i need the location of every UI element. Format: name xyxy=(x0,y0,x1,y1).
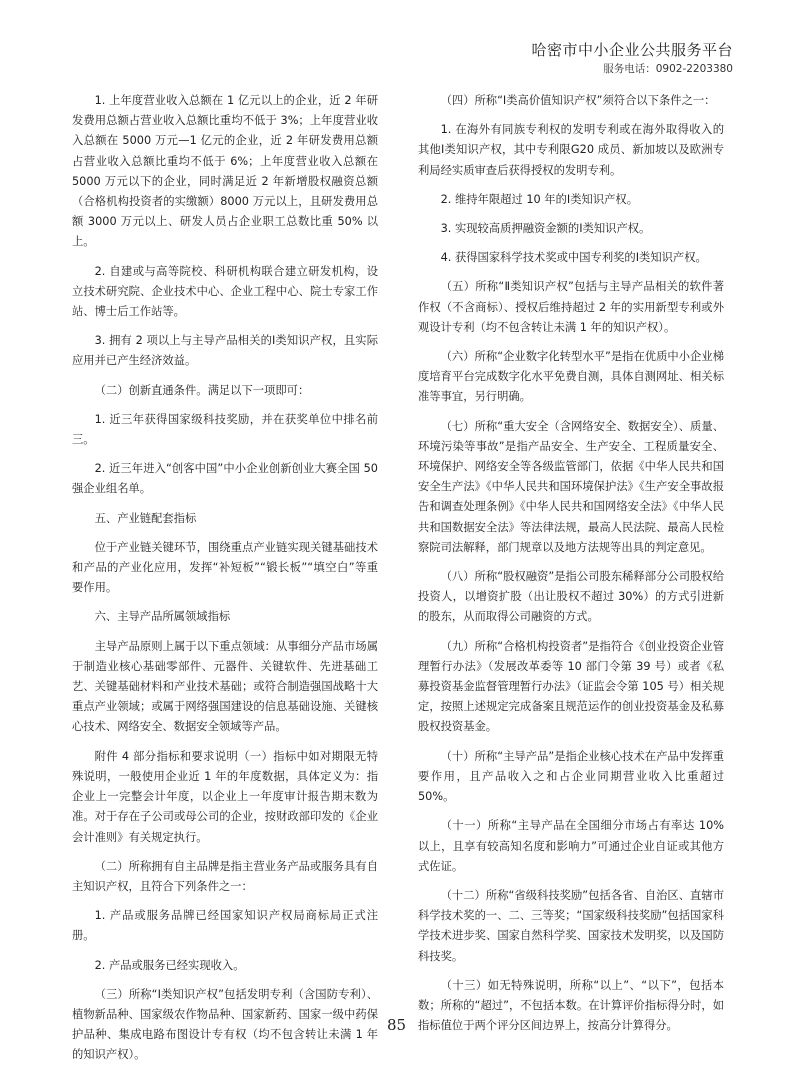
right-text-column xyxy=(418,91,724,1045)
service-phone: 服务电话：0902-2203380 xyxy=(603,63,733,75)
paragraph: 2. 维持年限超过 10 年的Ⅰ类知识产权。 xyxy=(440,192,639,206)
platform-title: 哈密市中小企业公共服务平台 xyxy=(531,41,733,59)
paragraph: （五）所称“Ⅱ类知识产权”包括与主导产品相关的软件著作权（不含商标）、授权后维持超过 2 年的实用新型专利或外观设计专利（均不包含转让未满 1 年的知识产权）。 xyxy=(418,280,724,334)
page-number: 85 xyxy=(386,1016,407,1034)
paragraph: 主导产品原则上属于以下重点领域：从事细分产品市场属于制造业核心基础零部件、元器件、关键软件、先进基础工艺、关键基础材料和产业技术基础；或符合制造强国战略十大重点产业领域；或属于网络强国建设的信息基础设施、关键核心技术、网络安全、数据安全领域等产品。 xyxy=(72,639,378,734)
page-header xyxy=(531,40,733,76)
paragraph: 1. 上年度营业收入总额在 1 亿元以上的企业，近 2 年研发费用总额占营业收入总额比重均不低于 3%；上年度营业收入总额在 5000 万元—1 亿元的企业，近 2 年研发费用总额占营业收入总额比重均不低于 6%；上年度营业收入总额在 5000 万元以下的企业，同时满足近 2 年新增股权融资总额（合格机构投资者的实缴额）8000 万元以上，且研发费用总额 3000 万元以上、研发人员占企业职工总数比重 50% 以上。 xyxy=(72,94,378,249)
paragraph: （三）所称“Ⅰ类知识产权”包括发明专利（含国防专利）、植物新品种、国家级农作物品种、国家新药、国家一级中药保护品种、集成电路布图设计专有权（均不包含转让未满 1 年的知识产权）。 xyxy=(72,987,378,1062)
section-heading: 五、产业链配套指标 xyxy=(94,511,197,525)
paragraph: 1. 近三年获得国家级科技奖励，并在获奖单位中排名前三。 xyxy=(72,412,378,447)
paragraph: 1. 产品或服务品牌已经国家知识产权局商标局正式注册。 xyxy=(72,909,378,943)
paragraph: 4. 获得国家科学技术奖或中国专利奖的Ⅰ类知识产权。 xyxy=(440,251,707,265)
paragraph: （十一）所称“主导产品在全国细分市场占有率达 10% 以上，且享有较高知名度和影响力”可通过企业自证或其他方式佐证。 xyxy=(418,819,724,873)
paragraph: 1. 在海外有同族专利权的发明专利或在海外取得收入的其他Ⅰ类知识产权，其中专利限G20 成员、新加坡以及欧洲专利局经实质审查后获得授权的发明专利。 xyxy=(418,123,724,177)
paragraph: （八）所称“股权融资”是指公司股东稀释部分公司股权给投资人，以增资扩股（出让股权不超过 30%）的方式引进新的股东，从而取得公司融资的方式。 xyxy=(418,570,724,624)
paragraph: 2. 自建或与高等院校、科研机构联合建立研发机构，设立技术研究院、企业技术中心、企业工程中心、院士专家工作站、博士后工作站等。 xyxy=(72,264,378,319)
section-heading: 六、主导产品所属领域指标 xyxy=(94,610,231,624)
paragraph: （十）所称“主导产品”是指企业核心技术在产品中发挥重要作用，且产品收入之和占企业同期营业收入比重超过 50%。 xyxy=(418,749,724,804)
paragraph: 2. 产品或服务已经实现收入。 xyxy=(94,958,245,972)
paragraph: （十二）所称“省级科技奖励”包括各省、自治区、直辖市科学技术奖的一、二、三等奖；“国家级科技奖励”包括国家科学技术进步奖、国家自然科学奖、国家技术发明奖，以及国防科技奖。 xyxy=(418,888,724,963)
left-text-column xyxy=(72,91,378,1075)
paragraph: 位于产业链关键环节，围绕重点产业链实现关键基础技术和产品的产业化应用，发挥“补短板”“锻长板”“填空白”等重要作用。 xyxy=(72,540,378,595)
section-subheading: （二）创新直通条件。满足以下一项即可： xyxy=(94,383,310,397)
paragraph: （七）所称“重大安全（含网络安全、数据安全）、质量、环境污染等事故”是指产品安全、生产安全、工程质量安全、环境保护、网络安全等各级监管部门，依据《中华人民共和国安全生产法》《中华人民共和国环境保护法》《生产安全事故报告和调查处理条例》《中华人民共和国网络安全法》《中华人民共和国数据安全法》等法律法规，最高人民法院、最高人民检察院司法解释，部门规章以及地方法规等出具的判定意见。 xyxy=(418,419,724,554)
paragraph: 附件 4 部分指标和要求说明（一）指标中如对期限无特殊说明，一般使用企业近 1 年的年度数据，具体定义为：指企业上一完整会计年度，以企业上一年度审计报告期末数为准。对于存在子公司或母公司的企业，按财政部印发的《企业会计准则》有关规定执行。 xyxy=(72,749,378,844)
paragraph: 3. 实现较高质押融资金额的Ⅰ类知识产权。 xyxy=(440,222,651,236)
paragraph: （十三）如无特殊说明，所称“以上”、“以下”，包括本数；所称的“超过”，不包括本数。在计算评价指标得分时，如指标值位于两个评分区间边界上，按高分计算得分。 xyxy=(418,978,724,1033)
paragraph: （六）所称“企业数字化转型水平”是指在优质中小企业梯度培育平台完成数字化水平免费自测，具体自测网址、相关标准等事宜，另行明确。 xyxy=(418,350,724,404)
paragraph: 2. 近三年进入“创客中国”中小企业创新创业大赛全国 50 强企业组名单。 xyxy=(72,462,378,496)
paragraph: （四）所称“Ⅰ类高价值知识产权”须符合以下条件之一： xyxy=(440,94,716,107)
paragraph: 3. 拥有 2 项以上与主导产品相关的Ⅰ类知识产权，且实际应用并已产生经济效益。 xyxy=(72,334,378,368)
paragraph: （九）所称“合格机构投资者”是指符合《创业投资企业管理暂行办法》（发展改革委等 10 部门令第 39 号）或者《私募投资基金监督管理暂行办法》（证监会令第 105 号）相关规定，按照上述规定完成备案且规范运作的创业投资基金及私募股权投资基金。 xyxy=(418,639,724,734)
paragraph: （二）所称拥有自主品牌是指主营业务产品或服务具有自主知识产权，且符合下列条件之一： xyxy=(72,859,378,893)
